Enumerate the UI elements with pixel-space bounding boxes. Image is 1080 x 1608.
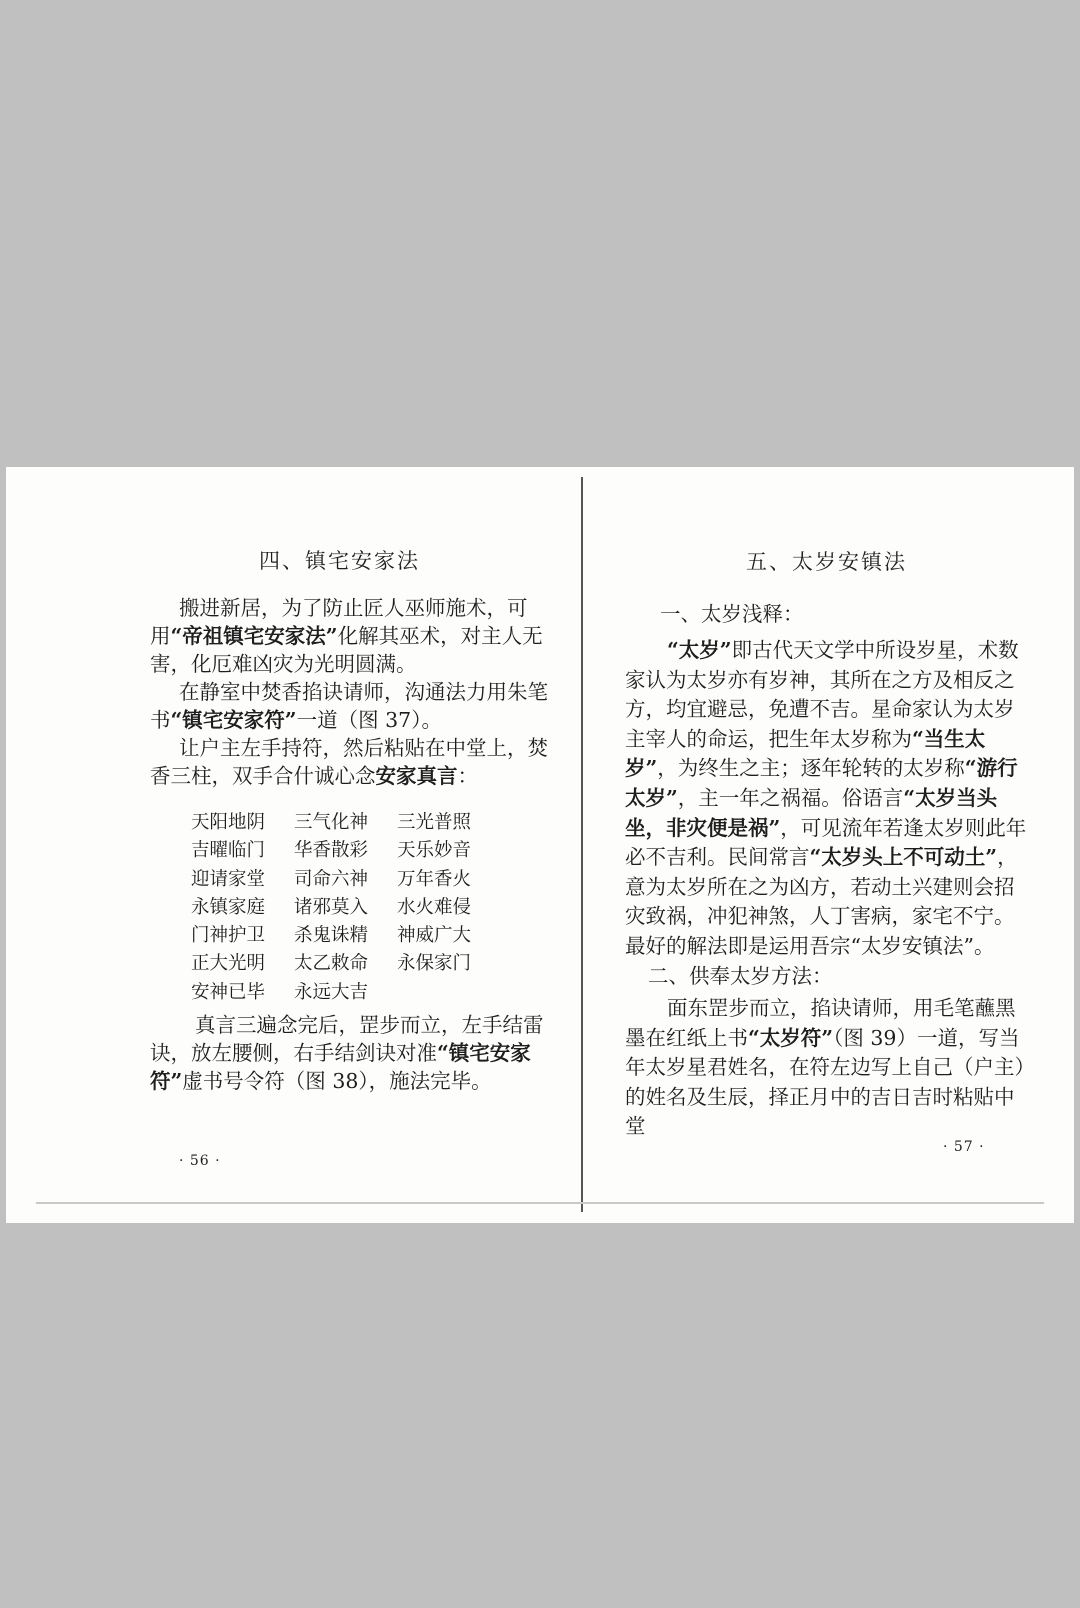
right-paragraph-2 bbox=[625, 994, 1034, 1142]
mantra-row bbox=[191, 866, 471, 894]
mantra-phrase: 门神护卫 bbox=[191, 925, 266, 947]
quoted-term: “当生太岁” bbox=[625, 726, 986, 781]
mantra-phrase: 太乙敕命 bbox=[294, 953, 369, 975]
right-p2-highlight: “太岁符” bbox=[748, 1025, 834, 1050]
right-p1-text: ，可见流年若逢太岁则此年必不吉利。民间常言 bbox=[625, 815, 1027, 870]
mantra-phrase: 水火难侵 bbox=[397, 896, 472, 918]
mantra-row bbox=[191, 837, 471, 865]
mantra-phrase: 正大光明 bbox=[191, 953, 266, 975]
left-p1-b: 化解其巫术，对主人无害，化厄难凶灾为光明圆满。 bbox=[150, 624, 543, 676]
mantra-phrase: 华香散彩 bbox=[294, 840, 369, 862]
left-p1-highlight: “帝祖镇宅安家法” bbox=[170, 624, 338, 648]
section-heading-1: 一、太岁浅释： bbox=[660, 602, 804, 626]
right-p2-a: 面东罡步而立，掐诀请师，用毛笔蘸黑墨在红纸上书 bbox=[625, 996, 1016, 1050]
right-p1-text: ，主一年之祸福。俗语言 bbox=[677, 785, 904, 810]
left-p3-a: 让户主左手持符，然后粘贴在中堂上，焚香三柱，双手合什诚心念 bbox=[150, 736, 548, 788]
left-paragraph-2 bbox=[150, 678, 555, 734]
quoted-term: “游行太岁” bbox=[625, 756, 1018, 810]
mantra-phrase: 杀鬼诛精 bbox=[294, 925, 369, 947]
mantra-phrase: 神威广大 bbox=[397, 925, 472, 947]
mantra-phrase: 三光普照 bbox=[397, 812, 472, 833]
left-page-title: 四、镇宅安家法 bbox=[259, 549, 420, 573]
left-page-number: · 56 · bbox=[179, 1153, 221, 1169]
book-spread bbox=[6, 467, 1074, 1223]
mantra-phrase: 万年香火 bbox=[397, 868, 472, 890]
right-paragraph-1 bbox=[625, 636, 1034, 962]
left-p4-highlight: “镇宅安家符” bbox=[150, 1041, 531, 1093]
mantra-phrase: 吉曜临门 bbox=[191, 840, 266, 862]
quoted-term: “太岁头上不可动土” bbox=[809, 845, 998, 870]
section-heading-2: 二、供奉太岁方法： bbox=[648, 964, 833, 988]
mantra-row bbox=[191, 950, 471, 978]
left-p4-b: 虚书号令符（图 38），施法完毕。 bbox=[182, 1069, 492, 1093]
mantra-phrase: 天乐妙音 bbox=[397, 840, 472, 862]
right-page-title: 五、太岁安镇法 bbox=[746, 550, 907, 574]
left-paragraph-3 bbox=[150, 734, 555, 790]
left-p3-b: ： bbox=[457, 764, 478, 788]
mantra-phrase: 安神已毕 bbox=[191, 981, 266, 1003]
quoted-term: “太岁当头坐，非灾便是祸” bbox=[625, 785, 998, 840]
mantra-phrase: 司命六神 bbox=[294, 868, 369, 890]
right-p1-text: 即古代天文学中所设岁星，术数家认为太岁亦有岁神，其所在之方及相反之方，均宜避忌，免遭不吉。星命家认为太岁主宰人的命运，把生年太岁称为 bbox=[625, 638, 1019, 751]
mantra-phrase: 永远大吉 bbox=[294, 981, 369, 1003]
mantra-row bbox=[191, 809, 471, 837]
mantra-phrase: 天阳地阴 bbox=[191, 812, 266, 833]
right-p1-text: ，意为太岁所在之为凶方，若动土兴建则会招灾致祸，冲犯神煞，人丁害病，家宅不宁。最好的解法即是运用吾宗“太岁安镇法”。 bbox=[625, 845, 1018, 958]
mantra-row bbox=[191, 894, 471, 922]
mantra-block bbox=[191, 809, 471, 1007]
mantra-phrase: 诸邪莫入 bbox=[294, 896, 369, 918]
mantra-row bbox=[191, 979, 471, 1007]
right-p1-text: ，为终生之主；逐年轮转的太岁称 bbox=[657, 756, 965, 781]
right-p2-b: （图 39）一道，写当年太岁星君姓名，在符左边写上自己（户主）的姓名及生辰，择正月中的吉日吉时粘贴中堂 bbox=[625, 1025, 1025, 1139]
mantra-phrase: 三气化神 bbox=[294, 812, 369, 833]
left-p2-b: 一道（图 37）。 bbox=[296, 708, 442, 732]
right-page bbox=[598, 467, 1074, 1223]
left-p2-highlight: “镇宅安家符” bbox=[170, 708, 297, 732]
left-p4-a: 真言三遍念完后，罡步而立，左手结雷诀，放左腰侧，右手结剑诀对准 bbox=[150, 1013, 544, 1065]
mantra-row bbox=[191, 922, 471, 950]
left-p3-highlight: 安家真言 bbox=[375, 764, 458, 788]
mantra-phrase: 永保家门 bbox=[397, 953, 472, 975]
left-p2-a: 在静室中焚香掐诀请师，沟通法力用朱笔书 bbox=[150, 680, 548, 732]
mantra-phrase: 迎请家堂 bbox=[191, 868, 266, 890]
left-p1-a: 搬进新居，为了防止匠人巫师施术，可用 bbox=[150, 596, 528, 648]
right-page-number: · 57 · bbox=[943, 1139, 985, 1155]
left-paragraph-1 bbox=[150, 594, 555, 678]
left-page bbox=[6, 467, 596, 1223]
mantra-phrase: 永镇家庭 bbox=[191, 896, 266, 918]
quoted-term: “太岁” bbox=[667, 638, 732, 662]
left-paragraph-4 bbox=[150, 1011, 555, 1095]
